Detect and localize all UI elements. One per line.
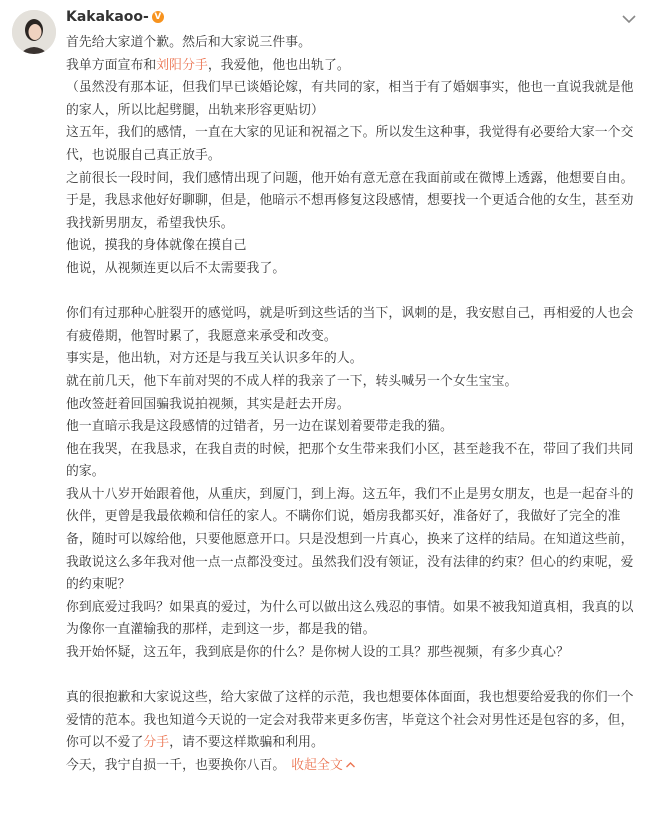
- post-text: 他在我哭，在我恳求，在我自责的时候，把那个女生带来我们小区，甚至趁我不在，带回了我们共同的家。: [66, 441, 634, 480]
- post-text: 他说，从视频连更以后不太需要我了。: [66, 260, 286, 276]
- username[interactable]: Kakakaoo-: [66, 9, 149, 25]
- post-line: [66, 348, 646, 371]
- post-text: 就在前几天，他下车前对哭的不成人样的我亲了一下，转头喊另一个女生宝宝。: [66, 373, 518, 389]
- collapse-text-label: 收起全文: [291, 758, 343, 773]
- chevron-down-icon[interactable]: [620, 12, 638, 26]
- post-line: [66, 484, 646, 597]
- post-line: [66, 168, 646, 236]
- post-paragraph: [66, 32, 646, 281]
- post-line: [66, 258, 646, 281]
- post-line: [66, 32, 646, 55]
- post-text: 真的很抱歉和大家说这些，给大家做了这样的示范，我也想要体体面面，我也想要给爱我的你们一个爱情的范本。我也知道今天说的一定会对我带来更多伤害，毕竟这个社会对男性还是包容的多，但，你可以不爱了: [66, 690, 634, 751]
- collapse-text-link[interactable]: [291, 758, 356, 773]
- post-line: [66, 687, 646, 755]
- post-text: ，请不要这样欺骗和利用。: [169, 735, 324, 751]
- post-text: 之前很长一段时间，我们感情出现了问题，他开始有意无意在我面前或在微博上透露，他想要自由。于是，我恳求他好好聊聊，但是，他暗示不想再修复这段感情，想要找一个更适合他的女生，甚至劝我找新男朋友，希望我快乐。: [66, 170, 634, 231]
- highlighted-keyword: 刘阳分手: [156, 57, 208, 73]
- post-text: 今天，我宁自损一千，也要换你八百。: [66, 758, 286, 773]
- post-line: [66, 597, 646, 642]
- avatar[interactable]: [12, 10, 56, 54]
- post-text: 他说，摸我的身体就像在摸自己: [66, 238, 247, 254]
- post-line: [66, 394, 646, 417]
- post-line: [66, 77, 646, 122]
- post-paragraph: [66, 687, 646, 777]
- post-text: 这五年，我们的感情，一直在大家的见证和祝福之下。所以发生这种事，我觉得有必要给大家一个交代，也说服自己真正放手。: [66, 125, 634, 163]
- post-line: [66, 755, 646, 778]
- post-text: 首先给大家道个歉。然后和大家说三件事。: [66, 35, 312, 50]
- post-line: [66, 642, 646, 665]
- post-text: 我开始怀疑，这五年，我到底是你的什么？是你树人设的工具？那些视频，有多少真心？: [66, 645, 569, 661]
- post-line: [66, 439, 646, 484]
- post-text: 你到底爱过我吗？如果真的爱过，为什么可以做出这么残忍的事情。如果不被我知道真相，我真的以为像你一直灌输我的那样，走到这一步，都是我的错。: [66, 599, 634, 638]
- chevron-up-icon: [345, 760, 356, 769]
- post-text: 他一直暗示我是这段感情的过错者，另一边在谋划着要带走我的猫。: [66, 419, 453, 435]
- post-text: （虽然没有那本证，但我们早已谈婚论嫁，有共同的家，相当于有了婚姻事实，他也一直说我就是他的家人，所以比起劈腿，出轨来形容更贴切）: [66, 80, 634, 118]
- post-text: 我单方面宣布和: [66, 57, 157, 73]
- post-line: [66, 55, 646, 78]
- post-paragraph: [66, 303, 646, 665]
- post-text: 事实是，他出轨，对方还是与我互关认识多年的人。: [66, 351, 363, 367]
- post-line: [66, 371, 646, 394]
- post-body: [66, 32, 646, 778]
- post-header: [66, 9, 164, 25]
- post-line: [66, 235, 646, 258]
- highlighted-keyword: 分手: [143, 735, 170, 751]
- post-line: [66, 416, 646, 439]
- post-line: [66, 122, 646, 167]
- avatar-image: [12, 10, 56, 54]
- post-text: 你们有过那种心脏裂开的感觉吗，就是听到这些话的当下，讽刺的是，我安慰自己，再相爱的人也会有疲倦期，他智时累了，我愿意来承受和改变。: [66, 306, 634, 344]
- post-text: 他改签赶着回国骗我说拍视频，其实是赶去开房。: [66, 396, 350, 412]
- post-text: ，我爱他，他也出轨了。: [207, 57, 350, 73]
- post-line: [66, 303, 646, 348]
- verified-badge-icon: V: [152, 11, 164, 23]
- post-text: 我从十八岁开始跟着他，从重庆，到厦门，到上海。这五年，我们不止是男女朋友，也是一起奋斗的伙伴，更曾是我最依赖和信任的家人。不瞒你们说，婚房我都买好，准备好了，我做好了完全的准备，随时可以嫁给他，只要他愿意开口。只是没想到一片真心，换来了这样的结局。在知道这些前，我敢说这么多年我对他一点一点都没变过。虽然我们没有领证，没有法律的约束？但心的约束呢，爱的约束呢？: [66, 486, 634, 593]
